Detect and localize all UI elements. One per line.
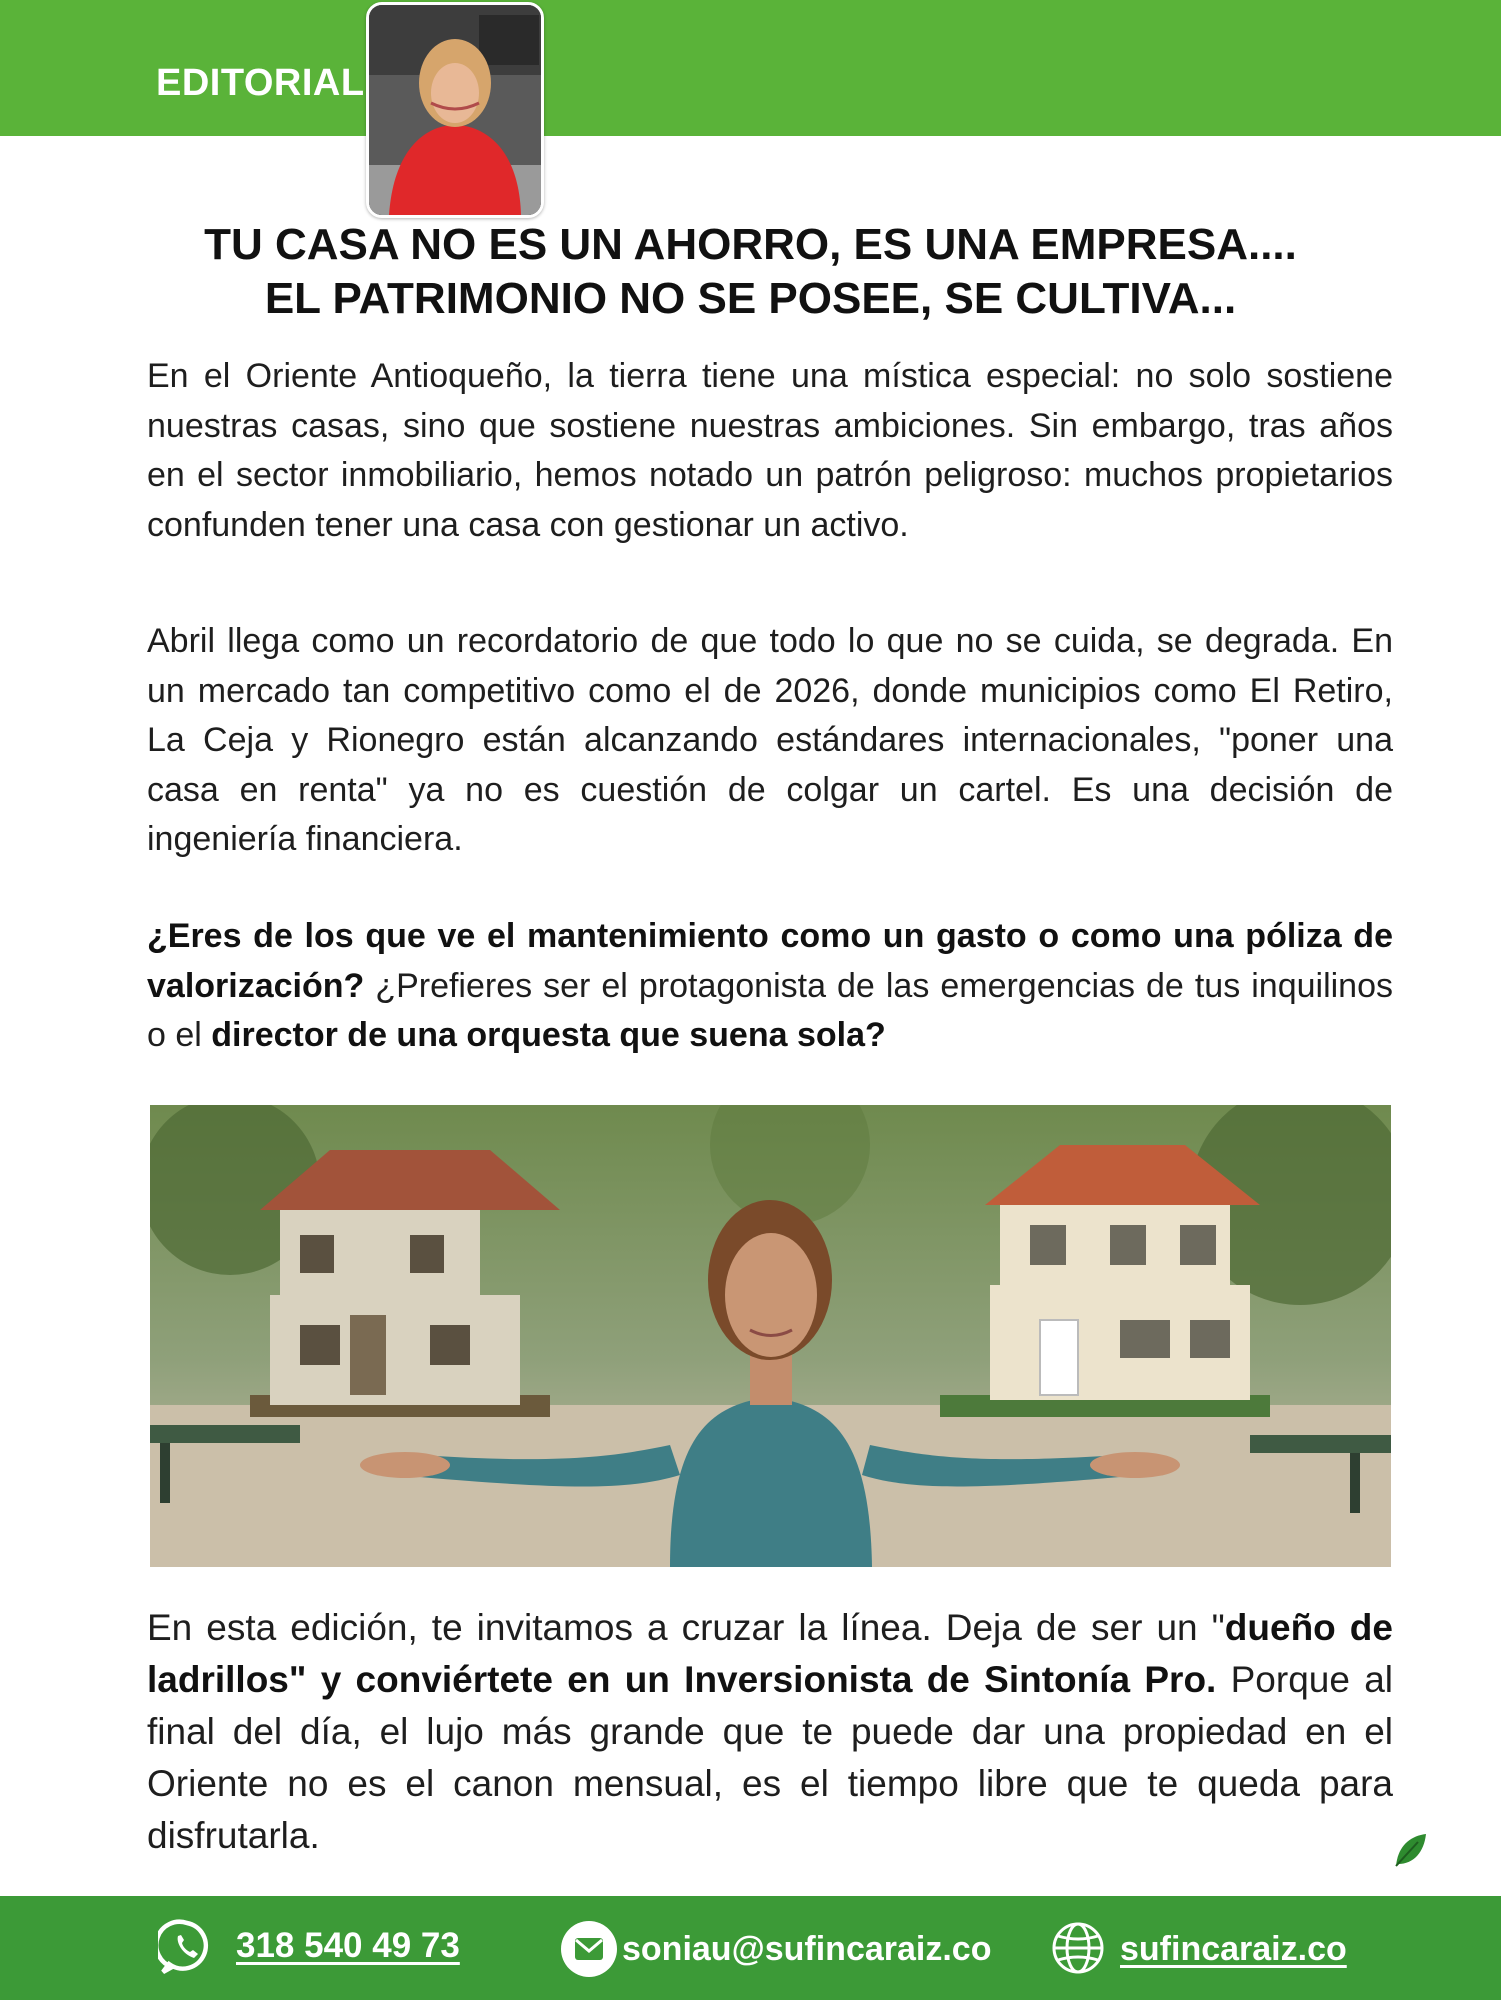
author-photo: [366, 2, 544, 218]
question-bold-1: ¿Eres de los que ve el mantenimiento como un gasto o como una póliza de valorización?: [147, 917, 1393, 1005]
closing-part-1: En esta edición, te invitamos a cruzar la línea. Deja de ser un ": [147, 1607, 1225, 1648]
website-link[interactable]: sufincaraiz.co: [1120, 1930, 1347, 1968]
question-paragraph: [147, 912, 1393, 1061]
headline: [100, 218, 1401, 326]
email-link[interactable]: soniau@sufincaraiz.co: [622, 1930, 992, 1968]
headline-line-2: EL PATRIMONIO NO SE POSEE, SE CULTIVA...: [264, 274, 1237, 323]
main-photo: [150, 1105, 1391, 1567]
globe-icon: [1050, 1920, 1106, 1981]
headline-line-1: TU CASA NO ES UN AHORRO, ES UNA EMPRESA....: [204, 220, 1297, 269]
closing-part-2: Porque al final del día, el lujo más grande que te puede dar una propiedad en el Oriente no es el canon mensual, es el tiempo libre que te queda para disfrutarla.: [147, 1659, 1394, 1856]
whatsapp-icon: [158, 1918, 216, 1981]
phone-link[interactable]: 318 540 49 73: [236, 1926, 460, 1965]
question-normal: ¿Prefieres ser el protagonista de las emergencias de tus inquilinos o el: [147, 966, 1393, 1054]
email-icon: [560, 1920, 618, 1983]
paragraph-2: Abril llega como un recordatorio de que todo lo que no se cuida, se degrada. En un mercado tan competitivo como el de 2026, donde municipios como El Retiro, La Ceja y Rionegro están alcanzando estándares internacionales, "poner una casa en renta" ya no es cuestión de colgar un cartel. Es una decisión de ingeniería financiera.: [147, 622, 1393, 858]
question-bold-2: director de una orquesta que suena sola?: [211, 1016, 886, 1054]
leaf-icon: [1392, 1832, 1428, 1868]
section-label: EDITORIAL: [156, 62, 365, 104]
closing-bold: dueño de ladrillos" y conviértete en un Inversionista de Sintonía Pro.: [147, 1607, 1393, 1700]
closing-paragraph: [147, 1602, 1393, 1862]
paragraph-1: En el Oriente Antioqueño, la tierra tiene una mística especial: no solo sostiene nuestras casas, sino que sostiene nuestras ambiciones. Sin embargo, tras años en el sector inmobiliario, hemos notado un patrón peligroso: muchos propietarios confunden tener una casa con gestionar un activo.: [147, 357, 1393, 544]
